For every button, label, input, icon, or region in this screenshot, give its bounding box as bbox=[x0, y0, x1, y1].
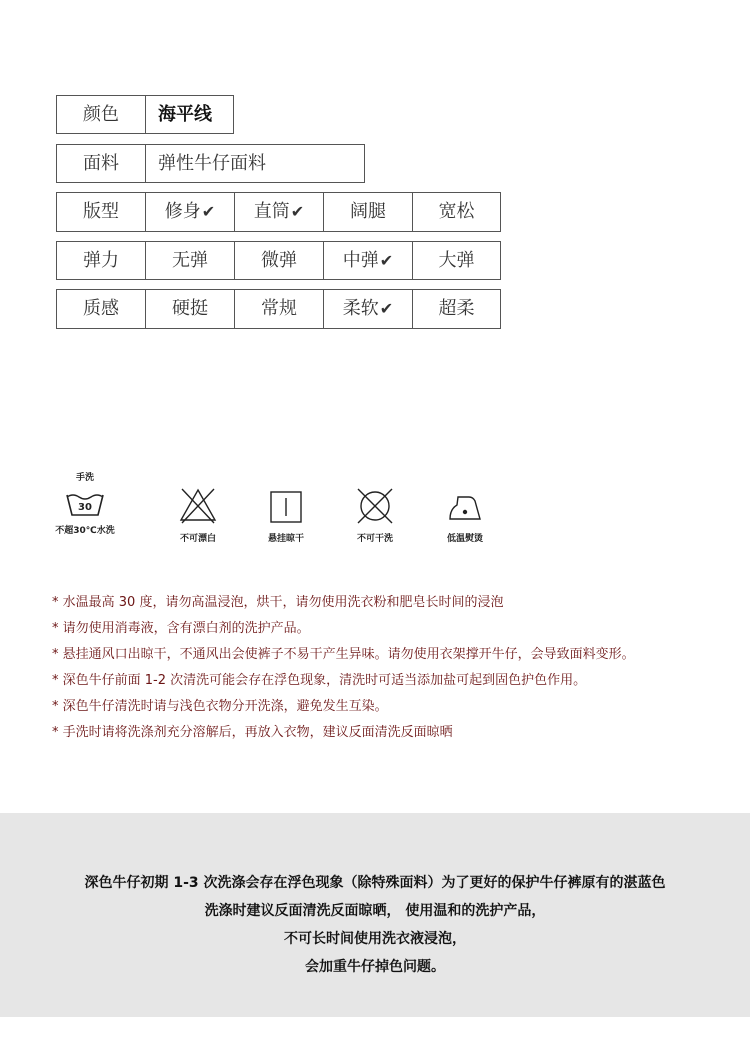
care-no-bleach bbox=[153, 487, 243, 544]
option-text: 直筒 bbox=[253, 201, 290, 222]
note-item: * 深色牛仔清洗时请与浅色衣物分开洗涤，避免发生互染。 bbox=[52, 699, 388, 714]
fit-option-loose: 宽松 bbox=[412, 192, 501, 232]
stretch-label: 弹力 bbox=[56, 241, 146, 280]
option-text: 中弹 bbox=[342, 250, 379, 271]
stretch-option-none: 无弹 bbox=[145, 241, 235, 280]
texture-option-stiff: 硬挺 bbox=[145, 289, 235, 329]
footer-banner bbox=[0, 813, 750, 1017]
color-value: 海平线 bbox=[145, 95, 234, 134]
check-icon: ✔ bbox=[379, 299, 394, 318]
care-hand-wash bbox=[40, 470, 130, 536]
note-item: * 请勿使用消毒液，含有漂白剂的洗护产品。 bbox=[52, 621, 310, 636]
care-low-iron bbox=[420, 491, 510, 544]
option-text: 柔软 bbox=[342, 298, 379, 319]
hand-wash-title: 手洗 bbox=[75, 473, 94, 483]
fit-option-slim bbox=[145, 192, 235, 232]
stretch-option-slight: 微弹 bbox=[234, 241, 324, 280]
note-item: * 深色牛仔前面 1-2 次清洗可能会存在浮色现象，清洗时可适当添加盐可起到固色护色作用。 bbox=[52, 673, 587, 688]
check-icon: ✔ bbox=[379, 251, 394, 270]
hang-dry-icon bbox=[266, 489, 306, 525]
care-label: 悬挂晾干 bbox=[267, 534, 304, 544]
stretch-option-medium bbox=[323, 241, 413, 280]
note-item: * 悬挂通风口出晾干，不通风出会使裤子不易干产生异味。请勿使用衣架撑开牛仔，会导致面料变形。 bbox=[52, 647, 635, 662]
footer-line: 洗涤时建议反面清洗反面晾晒， 使用温和的洗护产品， bbox=[204, 903, 546, 919]
fit-label: 版型 bbox=[56, 192, 146, 232]
fabric-value: 弹性牛仔面料 bbox=[145, 144, 365, 183]
no-bleach-icon bbox=[178, 487, 218, 525]
footer-line: 不可长时间使用洗衣液浸泡， bbox=[284, 931, 466, 947]
care-label: 不超30℃水洗 bbox=[55, 526, 115, 536]
temperature-label: 30 bbox=[78, 502, 92, 513]
no-dry-clean-icon bbox=[355, 487, 395, 525]
wash-30-icon bbox=[65, 491, 105, 517]
note-item: * 手洗时请将洗涤剂充分溶解后，再放入衣物，建议反面清洗反面晾晒 bbox=[52, 725, 453, 740]
check-icon: ✔ bbox=[201, 202, 216, 221]
fit-option-straight bbox=[234, 192, 324, 232]
texture-option-super-soft: 超柔 bbox=[412, 289, 501, 329]
texture-option-soft bbox=[323, 289, 413, 329]
low-iron-icon bbox=[445, 491, 485, 525]
note-item: * 水温最高 30 度，请勿高温浸泡，烘干，请勿使用洗衣粉和肥皂长时间的浸泡 bbox=[52, 595, 504, 610]
stretch-option-high: 大弹 bbox=[412, 241, 501, 280]
care-label: 低温熨烫 bbox=[446, 534, 483, 544]
care-notes bbox=[52, 590, 742, 746]
fit-option-wide: 阔腿 bbox=[323, 192, 413, 232]
fabric-label: 面料 bbox=[56, 144, 146, 183]
check-icon: ✔ bbox=[290, 202, 305, 221]
color-label: 颜色 bbox=[56, 95, 146, 134]
care-no-dry-clean bbox=[330, 487, 420, 544]
care-label: 不可漂白 bbox=[179, 534, 216, 544]
footer-line: 会加重牛仔掉色问题。 bbox=[305, 959, 445, 975]
footer-line: 深色牛仔初期 1-3 次洗涤会存在浮色现象（除特殊面料）为了更好的保护牛仔裤原有的湛蓝色 bbox=[84, 875, 666, 891]
texture-option-regular: 常规 bbox=[234, 289, 324, 329]
option-text: 修身 bbox=[164, 201, 201, 222]
texture-label: 质感 bbox=[56, 289, 146, 329]
care-hang-dry bbox=[241, 489, 331, 544]
care-label: 不可干洗 bbox=[356, 534, 393, 544]
